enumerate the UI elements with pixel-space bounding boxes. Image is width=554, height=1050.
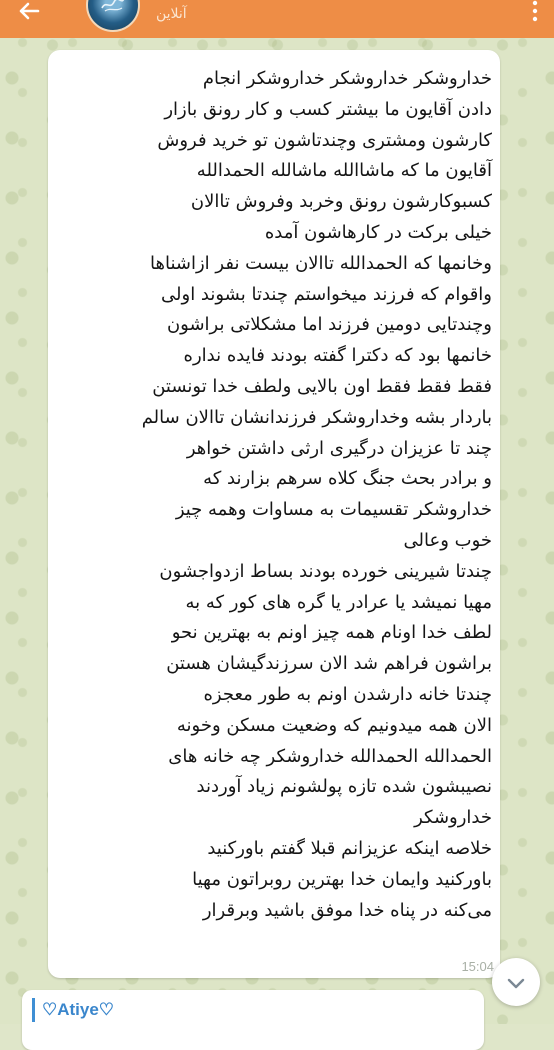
chat-header (0, 0, 554, 38)
reply-sender-name: ♡Atiye♡ (42, 1000, 115, 1019)
reply-accent-bar (32, 998, 35, 1022)
online-status: آنلاین (156, 6, 187, 22)
next-message-bubble[interactable] (22, 990, 484, 1050)
chevron-down-icon (505, 972, 527, 994)
arrow-left-icon[interactable] (14, 0, 44, 26)
scroll-down-button[interactable] (492, 958, 540, 1006)
message-bubble[interactable] (48, 50, 500, 978)
message-time: 15:04 (461, 959, 494, 974)
avatar[interactable] (86, 0, 140, 32)
calligraphy-logo-icon (100, 0, 126, 14)
message-text: خداروشکر خداروشکر خداروشکر انجام دادن آقایون ما بیشتر کسب و کار رونق بازار کارشون ومشتری وچندتاشون تو خرید فروش آقایون ما که ماشاالله ماشالله الحمدالله کسبوکارشون رونق وخربد وفروش تاالان خیلی برکت در کارهاشون آمده وخانمها که الحمدالله تاالان بیست نفر ازاشناها واقوام که فرزند میخواستم چندتا بشوند اولی وچندتایی دومین فرزند اما مشکلاتی براشون خانمها بود که دکترا گفته بودند فایده نداره فقط فقط فقط اون بالایی ولطف خدا تونستن باردار بشه وخداروشکر فرزندانشان تاالان سالم چند تا عزیزان درگیری ارثی داشتن خواهر و برادر بحث جنگ کلاه سرهم بزارند که خداروشکر تقسیمات به مساوات وهمه چیز خوب وعالی چندتا شیرینی خورده بودند بساط ازدواجشون مهیا نمیشد یا عرادر یا گره های کور که به لطف خدا اونام همه چیز اونم به بهترین نحو براشون فراهم شد الان سرزندگیشان هستن چندتا خانه دارشدن اونم به طور معجزه الان همه میدونیم که وضعیت مسکن وخونه الحمدالله الحمدالله خداروشکر چه خانه های نصیبشون شده تازه پولشونم زیاد آوردند خداروشکر خلاصه اینکه عزیزانم قبلا گفتم باورکنید باورکنید وایمان خدا بهترین روبراتون مهیا می‌کنه در پناه خدا موفق باشید وبرقرار (141, 68, 492, 921)
vertical-dots-icon[interactable] (530, 0, 540, 22)
